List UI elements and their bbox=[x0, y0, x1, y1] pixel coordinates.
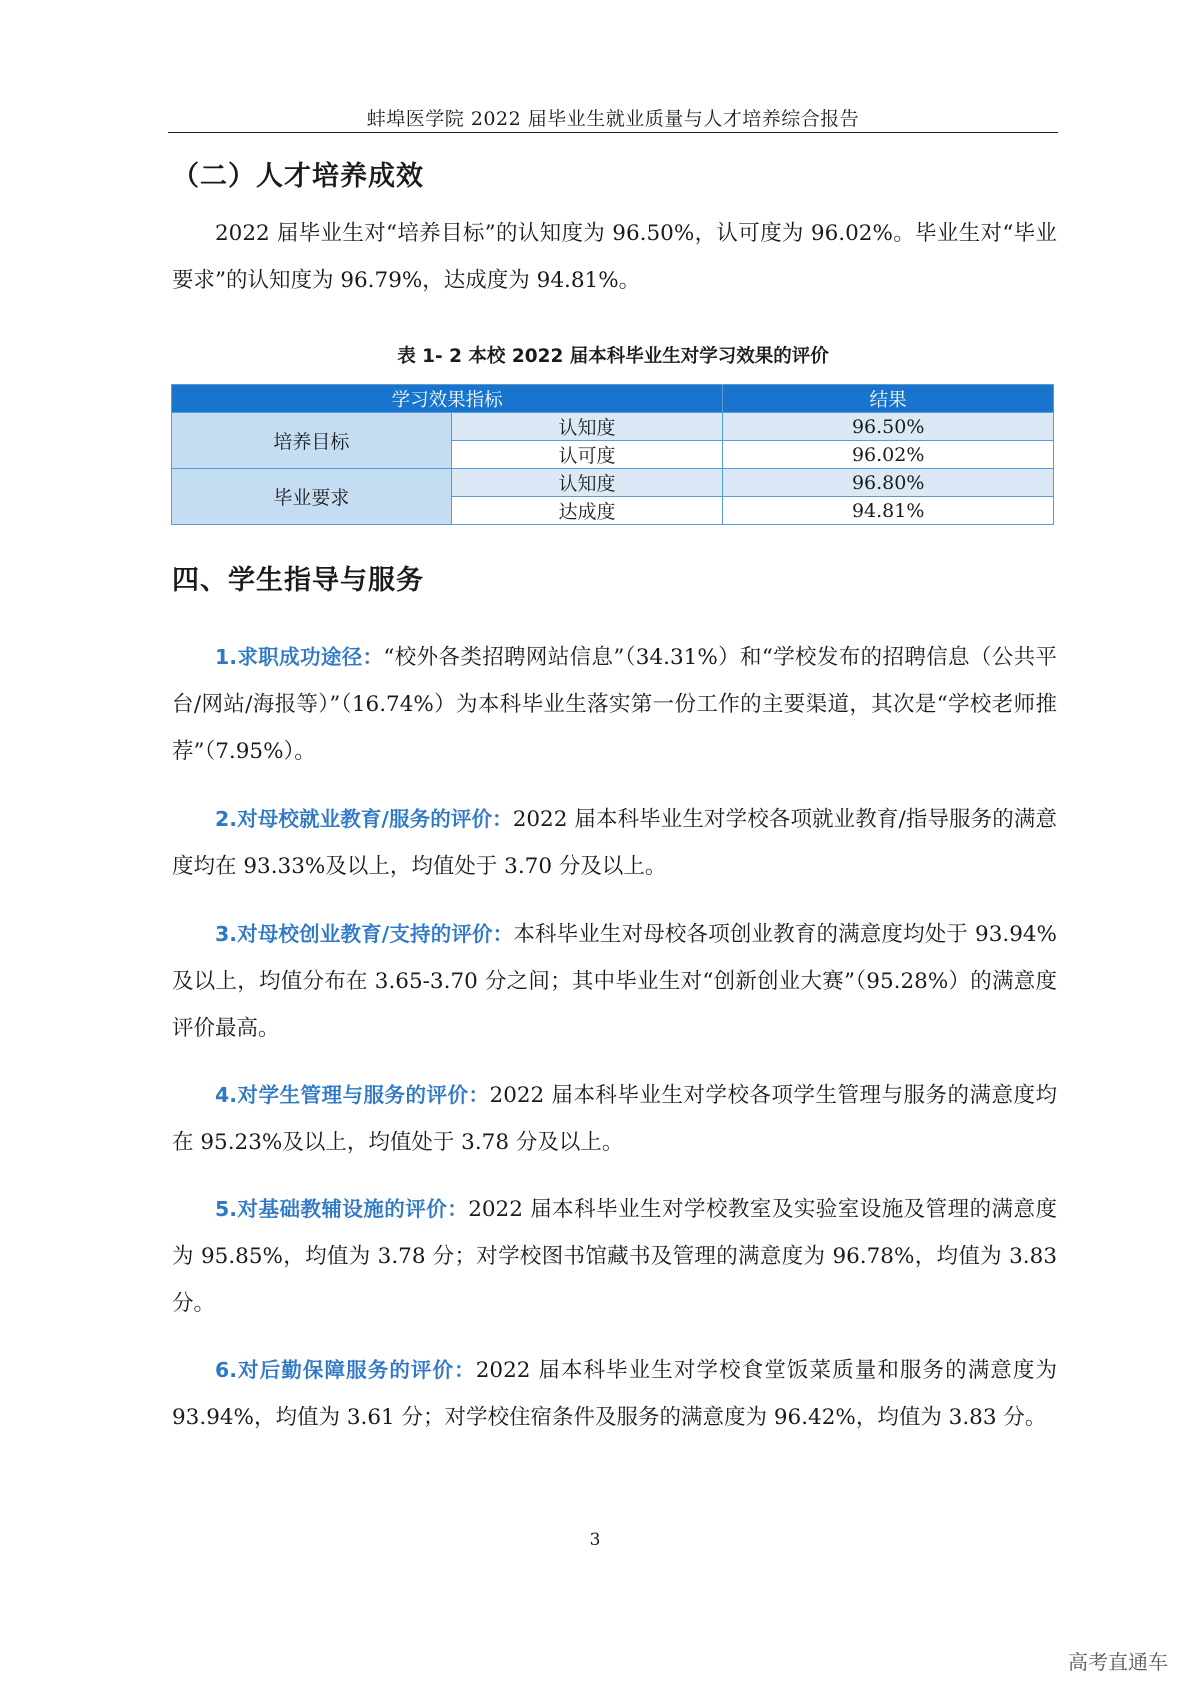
guidance-item-text: 2022 届本科毕业生对学校食堂饭菜质量和服务的满意度为 93.94%，均值为 3.61 分；对学校住宿条件及服务的满意度为 96.42%，均值为 3.83 分。 bbox=[172, 1358, 1057, 1430]
header-result: 结果 bbox=[723, 385, 1054, 413]
indicator-cell: 认可度 bbox=[451, 441, 723, 469]
result-cell: 96.50% bbox=[723, 413, 1054, 441]
guidance-item-text: 2022 届本科毕业生对学校各项就业教育/指导服务的满意度均在 93.33%及以上，均值处于 3.70 分及以上。 bbox=[172, 807, 1057, 879]
guidance-item-heading: 4.对学生管理与服务的评价： bbox=[215, 1083, 490, 1107]
indicator-cell: 认知度 bbox=[451, 413, 723, 441]
guidance-item-heading: 6.对后勤保障服务的评价： bbox=[215, 1358, 476, 1382]
guidance-item-text: 本科毕业生对母校各项创业教育的满意度均处于 93.94%及以上，均值分布在 3.65-3.70 分之间；其中毕业生对“创新创业大赛”（95.28%）的满意度评价最高。 bbox=[172, 922, 1057, 1041]
page-number: 3 bbox=[589, 1530, 601, 1550]
result-cell: 94.81% bbox=[723, 497, 1054, 525]
guidance-item-text: 2022 届本科毕业生对学校教室及实验室设施及管理的满意度为 95.85%，均值为 3.78 分；对学校图书馆藏书及管理的满意度为 96.78%，均值为 3.83 分。 bbox=[172, 1197, 1057, 1316]
report-title: 蚌埠医学院 2022 届毕业生就业质量与人才培养综合报告 bbox=[366, 108, 860, 130]
guidance-item bbox=[172, 911, 1057, 1052]
group-name: 毕业要求 bbox=[172, 469, 452, 525]
guidance-item-heading: 1.求职成功途径： bbox=[215, 645, 384, 669]
result-cell: 96.02% bbox=[723, 441, 1054, 469]
indicator-cell: 认知度 bbox=[451, 469, 723, 497]
header-divider bbox=[168, 132, 1058, 133]
watermark: 高考直通车 bbox=[1068, 1650, 1168, 1674]
guidance-item-text: “校外各类招聘网站信息”（34.31%）和“学校发布的招聘信息（公共平台/网站/海报等）”（16.74%）为本科毕业生落实第一份工作的主要渠道，其次是“学校老师推荐”（7.95%）。 bbox=[172, 645, 1057, 764]
guidance-item bbox=[172, 1072, 1057, 1166]
group-name: 培养目标 bbox=[172, 413, 452, 469]
table-header-row bbox=[172, 385, 1054, 413]
indicator-cell: 达成度 bbox=[451, 497, 723, 525]
guidance-item-heading: 3.对母校创业教育/支持的评价： bbox=[215, 922, 514, 946]
learning-effect-table bbox=[171, 384, 1054, 525]
section-title-talent: （二）人才培养成效 bbox=[172, 161, 424, 192]
guidance-item bbox=[172, 1347, 1057, 1441]
guidance-item bbox=[172, 634, 1057, 775]
guidance-item-heading: 2.对母校就业教育/服务的评价： bbox=[215, 807, 513, 831]
table-row bbox=[172, 413, 1054, 441]
guidance-item-text: 2022 届本科毕业生对学校各项学生管理与服务的满意度均在 95.23%及以上，均值处于 3.78 分及以上。 bbox=[172, 1083, 1057, 1155]
table-row bbox=[172, 469, 1054, 497]
guidance-item-heading: 5.对基础教辅设施的评价： bbox=[215, 1197, 469, 1221]
header-indicator: 学习效果指标 bbox=[172, 385, 723, 413]
table-caption: 表 1- 2 本校 2022 届本科毕业生对学习效果的评价 bbox=[397, 346, 829, 367]
talent-paragraph: 2022 届毕业生对“培养目标”的认知度为 96.50%，认可度为 96.02%。毕业生对“毕业要求”的认知度为 96.79%，达成度为 94.81%。 bbox=[172, 221, 1057, 293]
section-title-guidance: 四、学生指导与服务 bbox=[172, 565, 424, 596]
guidance-item bbox=[172, 1186, 1057, 1327]
guidance-item bbox=[172, 796, 1057, 890]
result-cell: 96.80% bbox=[723, 469, 1054, 497]
